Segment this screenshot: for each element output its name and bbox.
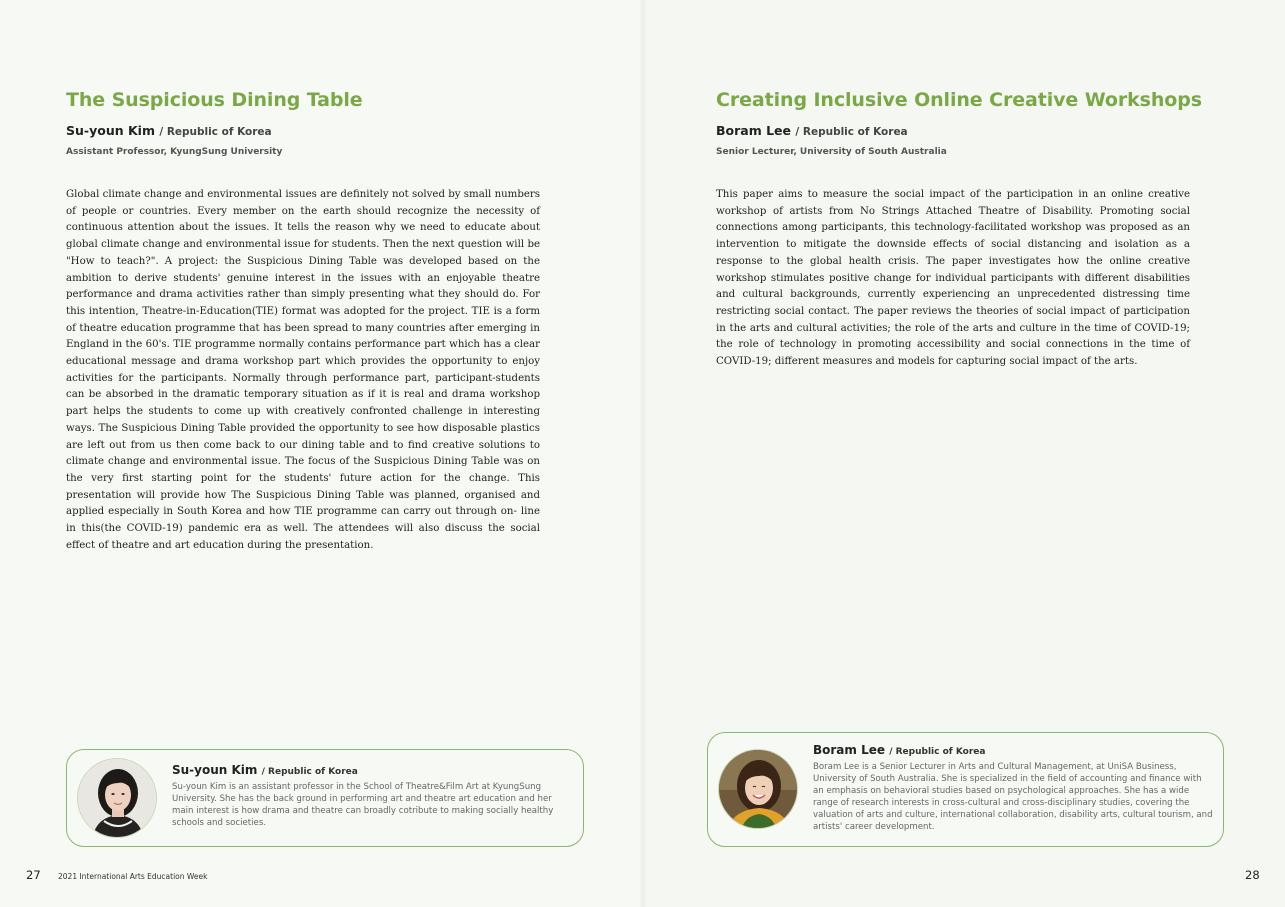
right-bio-name-line (813, 743, 985, 757)
left-author-line (66, 123, 272, 138)
left-article-title: The Suspicious Dining Table (66, 89, 363, 111)
right-bio-text: Boram Lee is a Senior Lecturer in Arts and Cultural Management, at UniSA Business, University of South Australia. She is specialized in the field of accounting and finance with an emphasis on behavioral studies based on psychological approaches. She has a wide range of research interests in cross-cultural and cross-disciplinary studies, covering the valuation of arts and culture, international collaboration, disability arts, cultural tourism, and artists' career development. (813, 762, 1213, 833)
right-article-title: Creating Inclusive Online Creative Workshops (716, 89, 1202, 111)
right-bio-name: Boram Lee (813, 743, 886, 757)
boram-lee-portrait (718, 749, 798, 829)
left-author-affiliation: Assistant Professor, KyungSung University (66, 147, 283, 157)
right-article-body: This paper aims to measure the social impact of the participation in an online creative workshop of artists from No Strings Attached Theatre of Disability. Promoting social connections among participants, this technology-facilitated workshop was proposed as an intervention to mitigate the downside effects of social distancing and isolation as a response to the global health crisis. The paper investigates how the online creative workshop stimulates positive change for individual participants with different disabilities and cultural backgrounds, currently experiencing an unprecedented distressing time restricting social contact. The paper reviews the theories of social impact of participation in the arts and cultural activities; the role of the arts and culture in the time of COVID-19; the role of technology in promoting accessibility and social connections in the time of COVID-19; different measures and models for capturing social impact of the arts. (716, 189, 1190, 368)
right-author-name: Boram Lee (716, 123, 792, 138)
publication-label: 2021 International Arts Education Week (58, 872, 208, 881)
right-author-line (716, 123, 908, 138)
left-page-number: 27 (26, 868, 41, 882)
left-author-country: / Republic of Korea (159, 126, 272, 138)
left-author-name: Su-youn Kim (66, 123, 155, 138)
right-bio-card (707, 732, 1224, 847)
right-page-number: 28 (1245, 868, 1260, 882)
left-article-body: Global climate change and environmental issues are definitely not solved by small numbers of people or countries. Every member on the earth should recognize the necessity of continuous attention about the issues. It tells the reason why we need to educate about global climate change and environmental issue for students. Then the next question will be "How to teach?". A project: the Suspicious Dining Table was developed based on the ambition to derive students' genuine interest in the issues with an enjoyable theatre performance and drama activities rather than simply presenting what they should do. For this intention, Theatre-in-Education(TIE) format was adopted for the project. TIE is a form of theatre education programme that has been spread to many countries after emerging in England in the 60's. TIE programme normally contains performance part which has a clear educational message and drama workshop part which provides the opportunity to enjoy activities for the participants. Normally through performance part, participant-students can be absorbed in the dramatic temporary situation as if it is real and drama workshop part helps the students to come up with creatively confronted challenge in interesting ways. The Suspicious Dining Table provided the opportunity to see how disposable plastics are left out from us then come back to our dining table and to find creative solutions to climate change and environmental issue. The focus of the Suspicious Dining Table was on the very first starting point for the students' future action for the change. This presentation will provide how The Suspicious Dining Table was planned, organised and applied especially in South Korea and how TIE programme can carry out through on- line in this(the COVID-19) pandemic era as well. The attendees will also discuss the social effect of theatre and art education during the presentation. (66, 189, 540, 551)
left-bio-country: / Republic of Korea (261, 767, 358, 777)
left-bio-text: Su-youn Kim is an assistant professor in the School of Theatre&Film Art at KyungSung University. She has the back ground in performing art and theatre art education and her main interest is how drama and theatre can broadly cotribute to making socially healthy schools and societies. (172, 782, 554, 829)
left-bio-name-line (172, 763, 358, 777)
right-bio-country: / Republic of Korea (889, 747, 986, 757)
right-author-country: / Republic of Korea (795, 126, 908, 138)
left-bio-name: Su-youn Kim (172, 763, 258, 777)
su-youn-kim-portrait (77, 758, 157, 838)
right-author-affiliation: Senior Lecturer, University of South Australia (716, 147, 947, 157)
left-bio-card (66, 749, 584, 847)
book-spine (640, 0, 646, 907)
